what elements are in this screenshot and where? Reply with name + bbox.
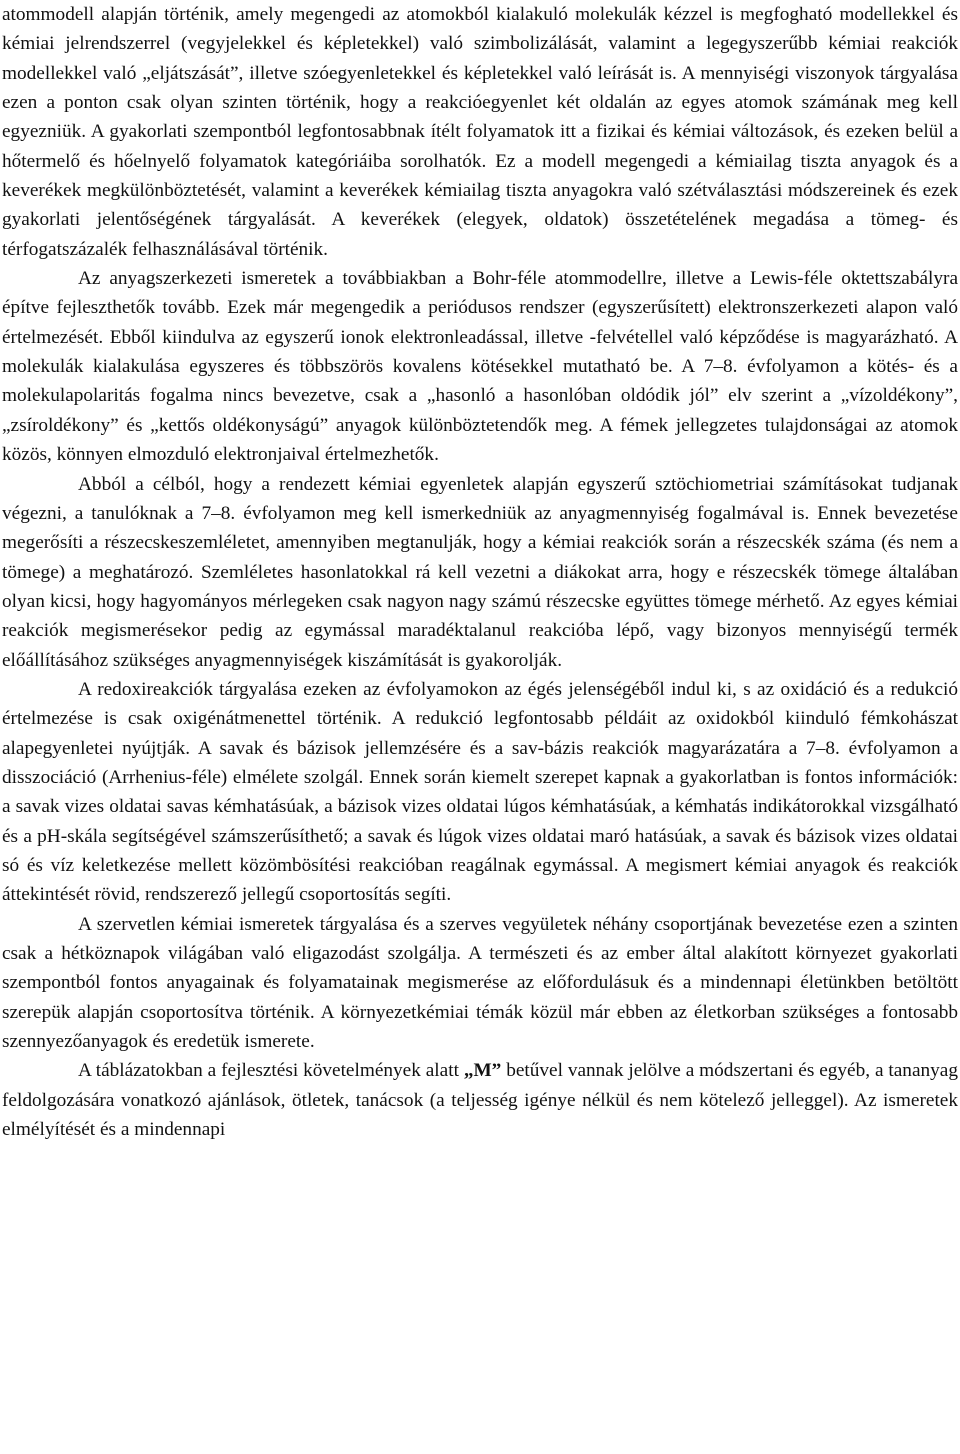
paragraph-szervetlen-kemia: A szervetlen kémiai ismeretek tárgyalása és a szerves vegyületek néhány csoportjának bevezetése ezen a szinten csak a hétköznapok világában való eligazodást szolgálja. A természeti és az ember által alakított környezet gyakorlati szempontból fontos anyagainak és folyamatainak megismerése az előfordulásuk és a mindennapi életünkben betöltött szerepük alapján csoportosítva történik. A környezetkémiai témák közül már ebben az életkorban szükséges a fontosabb szennyezőanyagok és eredetük ismerete. <box>2 913 958 1053</box>
paragraph-tablazatok <box>2 1056 958 1144</box>
paragraph-anyagszerkezet: Az anyagszerkezeti ismeretek a továbbiakban a Bohr-féle atommodellre, illetve a Lewis-féle oktettszabályra építve fejleszthetők tovább. Ezek már megengedik a periódusos rendszer (egyszerűsített) elektronszerkezeti alapon való értelmezését. Ebből kiindulva az egyszerű ionok elektronleadással, illetve -felvétellel való képződése is magyarázható. A molekulák kialakulása egyszeres és többszörös kovalens kötésekkel mutatható be. A 7–8. évfolyamon a kötés- és a molekulapolaritás fogalma nincs bevezetve, csak a „hasonló a hasonlóban oldódik jól” elv szerint a „vízoldékony”, „zsíroldékony” és „kettős oldékonyságú” anyagok különböztetendők meg. A fémek jellegzetes tulajdonságai az atomok közös, könnyen elmozduló elektronjaival értelmezhetők. <box>2 268 958 466</box>
paragraph-sztochiometria: Abból a célból, hogy a rendezett kémiai egyenletek alapján egyszerű sztöchiometriai számításokat tudjanak végezni, a tanulóknak a 7–8. évfolyamon meg kell ismerkedniük az anyagmennyiség fogalmával is. Ennek bevezetése megerősíti a részecskeszemléletet, amennyiben megtanulják, hogy a kémiai reakciók során a részecskék száma (és nem a tömege) a meghatározó. Szemléletes hasonlatokkal rá kell vezetni a diákokat arra, hogy e részecskék tömege általában olyan kicsi, hogy hagyományos mérlegeken csak nagyon nagy számú részecske együttes tömege mérhető. Az egyes kémiai reakciók megismerésekor pedig az egymással maradéktalanul reakcióba lépő, vagy bizonyos mennyiségű termék előállításához szükséges anyagmennyiségek kiszámítását is gyakorolják. <box>2 473 958 671</box>
paragraph-text-before: A táblázatokban a fejlesztési követelmények alatt <box>78 1060 464 1082</box>
m-marker-bold: „M” <box>463 1060 502 1082</box>
paragraph-text-after: betűvel vannak jelölve a módszertani és egyéb, a tananyag feldolgozására vonatkozó ajánlások, ötletek, tanácsok (a teljesség igénye nélkül és nem kötelező jelleggel). Az ismeretek elmélyítését és a mindennapi <box>2 1060 958 1141</box>
paragraph-redoxireakciok: A redoxireakciók tárgyalása ezeken az évfolyamokon az égés jelenségéből indul ki, s az oxidáció és a redukció értelmezése is csak oxigénátmenettel történik. A redukció legfontosabb példáit az oxidokból kiinduló fémkohászat alapegyenletei nyújtják. A savak és bázisok jellemzésére és a sav-bázis reakciók magyarázatára a 7–8. évfolyamon a disszociáció (Arrhenius-féle) elmélete szolgál. Ennek során kiemelt szerepet kapnak a gyakorlatban is fontos információk: a savak vizes oldatai savas kémhatásúak, a bázisok vizes oldatai lúgos kémhatásúak, a kémhatás indikátorokkal vizsgálható és a pH-skála segítségével számszerűsíthető; a savak és lúgok vizes oldatai maró hatásúak, a savak és bázisok vizes oldatai só és víz keletkezése mellett közömbösítési reakcióban reagálnak egymással. A megismert kémiai anyagok és reakciók áttekintését rövid, rendszerező jellegű csoportosítás segíti. <box>2 678 958 906</box>
paragraph-atommodell: atommodell alapján történik, amely megengedi az atomokból kialakuló molekulák kézzel is megfogható modellekkel és kémiai jelrendszerrel (vegyjelekkel és képletekkel) való szimbolizálását, valamint a legegyszerűbb kémiai reakciók modellekkel való „eljátszását”, illetve szóegyenletekkel és képletekkel való leírását is. A mennyiségi viszonyok tárgyalása ezen a ponton csak olyan szinten történik, hogy a reakcióegyenlet két oldalán az egyes atomok számának meg kell egyezniük. A gyakorlati szempontból legfontosabbnak ítélt folyamatok itt a fizikai és kémiai változások, és ezeken belül a hőtermelő és hőelnyelő folyamatok kategóriáiba sorolhatók. Ez a modell megengedi a kémiailag tiszta anyagok és a keverékek megkülönböztetését, valamint a keverékek kémiailag tiszta anyagokra való szétválasztási módszereinek és ezek gyakorlati jelentőségének tárgyalását. A keverékek (elegyek, oldatok) összetételének megadása a tömeg- és térfogatszázalék felhasználásával történik. <box>2 4 958 260</box>
